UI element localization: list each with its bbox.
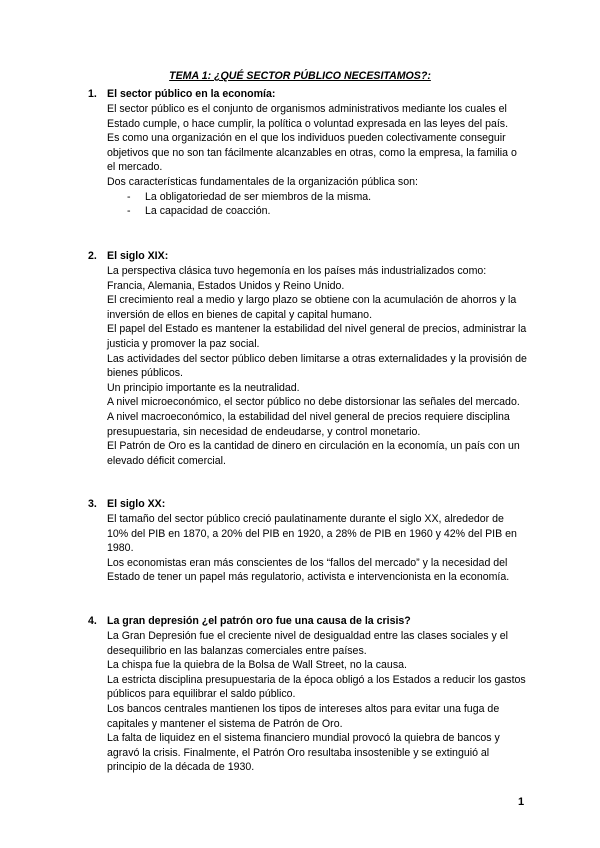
list-item-text: La obligatoriedad de ser miembros de la misma. bbox=[145, 190, 372, 203]
dash-bullet-icon: - bbox=[127, 190, 131, 203]
paragraph: Los economistas eran más conscientes de los “fallos del mercado” y la necesidad del Estado de tener un papel más regulatorio, activista e intervencionista en la economía. bbox=[107, 556, 510, 584]
section-heading bbox=[88, 87, 275, 102]
paragraph: La Gran Depresión fue el creciente nivel de desigualdad entre las clases sociales y el desequilibrio en las balanzas comerciales entre países. bbox=[107, 630, 509, 657]
list-item bbox=[107, 190, 527, 205]
section-number: 2. bbox=[88, 250, 97, 262]
list-item bbox=[107, 204, 527, 219]
page-title: TEMA 1: ¿QUÉ SECTOR PÚBLICO NECESITAMOS?: bbox=[169, 70, 431, 82]
paragraph: El crecimiento real a medio y largo plazo se obtiene con la acumulación de ahorros y la inversión de ellos en bienes de capital y capital humano. bbox=[107, 294, 517, 321]
paragraph: El sector público es el conjunto de organismos administrativos mediante los cuales el Estado cumple, o hace cumplir, la política o voluntad expresada en las leyes del país. bbox=[107, 103, 509, 130]
paragraph: La chispa fue la quiebra de la Bolsa de Wall Street, no la causa. bbox=[107, 659, 407, 672]
paragraph: La perspectiva clásica tuvo hegemonía en los países más industrializados como: Francia, Alemania, Estados Unidos y Reino Unido. bbox=[107, 265, 487, 292]
page-number: 1 bbox=[518, 796, 525, 808]
section-title: El siglo XX: bbox=[107, 498, 166, 510]
paragraph: Dos características fundamentales de la organización pública son: bbox=[107, 175, 418, 188]
section-number: 1. bbox=[88, 88, 97, 100]
section-body bbox=[107, 512, 527, 585]
section-title: El sector público en la economía: bbox=[107, 88, 276, 100]
section-body bbox=[107, 102, 527, 219]
section-heading bbox=[88, 249, 168, 264]
section-heading bbox=[88, 614, 411, 629]
paragraph: El papel del Estado es mantener la estabilidad del nivel general de precios, administrar la justicia y promover la paz social. bbox=[107, 323, 527, 350]
paragraph: A nivel macroeconómico, la estabilidad del nivel general de precios requiere disciplina presupuestaria, sin necesidad de endeudarse, y control monetario. bbox=[107, 410, 510, 438]
paragraph: El tamaño del sector público creció paulatinamente durante el siglo XX, alrededor de 10% del PIB en 1870, a 20% del PIB en 1920, a 28% de PIB en 1960 y 42% del PIB en 1980. bbox=[107, 513, 517, 555]
paragraph: Un principio importante es la neutralidad. bbox=[107, 381, 300, 394]
section-heading bbox=[88, 497, 165, 512]
section-body bbox=[107, 629, 527, 775]
paragraph: Las actividades del sector público deben limitarse a otras externalidades y la provisión de bienes públicos. bbox=[107, 352, 527, 380]
section-title: La gran depresión ¿el patrón oro fue una causa de la crisis? bbox=[107, 615, 411, 627]
list-item-text: La capacidad de coacción. bbox=[145, 205, 271, 218]
dash-bullet-icon: - bbox=[127, 205, 131, 218]
paragraph: El Patrón de Oro es la cantidad de dinero en circulación en la economía, un país con un elevado déficit comercial. bbox=[107, 440, 520, 467]
paragraph: La falta de liquidez en el sistema financiero mundial provocó la quiebra de bancos y agravó la crisis. Finalmente, el Patrón Oro resultaba insostenible y se extinguió al principio de la década de 1930. bbox=[107, 732, 500, 774]
section-number: 4. bbox=[88, 615, 97, 627]
paragraph: A nivel microeconómico, el sector público no debe distorsionar las señales del mercado. bbox=[107, 396, 520, 409]
section-title: El siglo XIX: bbox=[107, 250, 169, 262]
bullet-list bbox=[107, 190, 527, 219]
paragraph: La estricta disciplina presupuestaria de la época obligó a los Estados a reducir los gastos públicos para equilibrar el saldo público. bbox=[107, 673, 526, 701]
paragraph: Los bancos centrales mantienen los tipos de intereses altos para evitar una fuga de capitales y mantener el sistema de Patrón de Oro. bbox=[107, 702, 500, 730]
paragraph: Es como una organización en el que los individuos pueden colectivamente conseguir objetivos que no son tan fácilmente alcanzables en otras, como la empresa, la familia o el mercado. bbox=[107, 132, 517, 174]
section-number: 3. bbox=[88, 498, 97, 510]
section-body bbox=[107, 264, 527, 468]
